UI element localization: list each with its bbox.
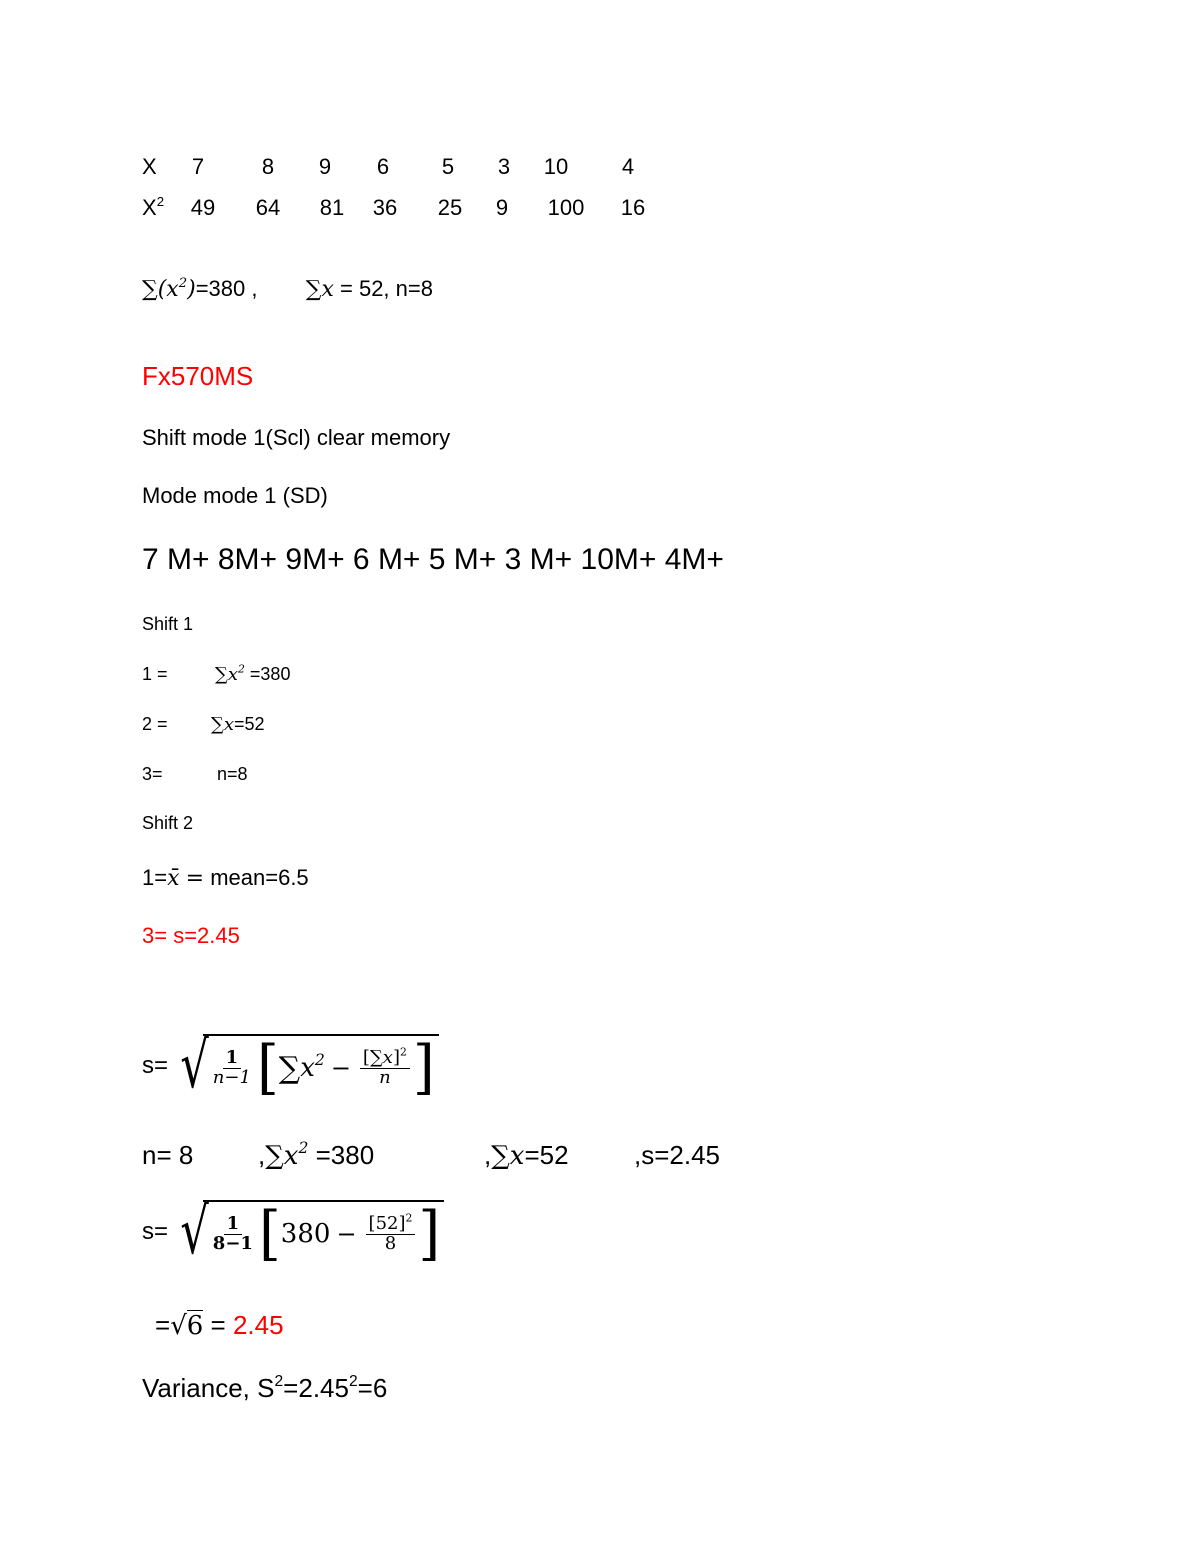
x2-value: 9 — [495, 195, 509, 220]
x-value: 6 — [376, 154, 390, 179]
given-values-line: n= 8 $,\sum x^2 =380$ ,∑x=52 ,s=2.45 — [142, 1139, 721, 1171]
x-value: 9 — [318, 154, 332, 179]
n-value: n=8 — [395, 276, 433, 301]
x2-value: 49 — [190, 195, 216, 220]
substituted-formula: s= √ $\frac{1}{8-1}$ [ 380 − $\frac{[52]^2}{8}$ ] — [142, 1200, 444, 1264]
x2-value: 16 — [620, 195, 646, 220]
x2-value: 36 — [372, 195, 398, 220]
shift1-item: 1 = $\sum x^2 =380$ — [142, 662, 291, 685]
sum-x2-value: =380 , — [195, 276, 258, 301]
x-value: 8 — [261, 154, 275, 179]
x-value: 3 — [497, 154, 511, 179]
calc-step-mode: Mode mode 1 (SD) — [142, 483, 328, 508]
sum-x-value: = 52, — [340, 276, 390, 301]
variance-line: Variance, $S^2=2.45^2=6$ — [142, 1373, 388, 1403]
sd-formula: s= √ $\frac{1}{n-1}$ [ ∑ $x^2$ − $\frac{[\sum x]^2}{n}$ ] — [142, 1034, 439, 1098]
x-value: 7 — [191, 154, 205, 179]
x2-value: 81 — [319, 195, 345, 220]
row-x-label: X — [142, 154, 157, 179]
shift1-item: 2 = ∑x=52 — [142, 714, 265, 735]
x-value: 10 — [543, 154, 569, 179]
shift2-label: Shift 2 — [142, 813, 194, 833]
calculator-model: Fx570MS — [142, 361, 254, 391]
sd-result-line: 3= s=2.45 — [142, 923, 240, 948]
x-value: 4 — [621, 154, 635, 179]
x-value: 5 — [441, 154, 455, 179]
root-result-line: =√6 = 2.45 — [155, 1310, 284, 1341]
x2-value: 100 — [547, 195, 585, 220]
shift1-item: 3= n=8 — [142, 764, 248, 784]
x2-value: 25 — [437, 195, 463, 220]
sums-line: $\sum(x^2)=380$ , ∑x = 52, n=8 — [142, 275, 433, 302]
calc-step-clear: Shift mode 1(Scl) clear memory — [142, 425, 451, 450]
row-x2-label: $X^2$ — [142, 193, 165, 220]
sd-result: 2.45 — [232, 1310, 284, 1340]
x2-value: 64 — [255, 195, 281, 220]
shift1-label: Shift 1 — [142, 614, 194, 634]
calc-entry: 7 M+ 8M+ 9M+ 6 M+ 5 M+ 3 M+ 10M+ 4M+ — [142, 543, 724, 576]
mean-line: 1=x̄ = mean=6.5 — [142, 865, 309, 891]
